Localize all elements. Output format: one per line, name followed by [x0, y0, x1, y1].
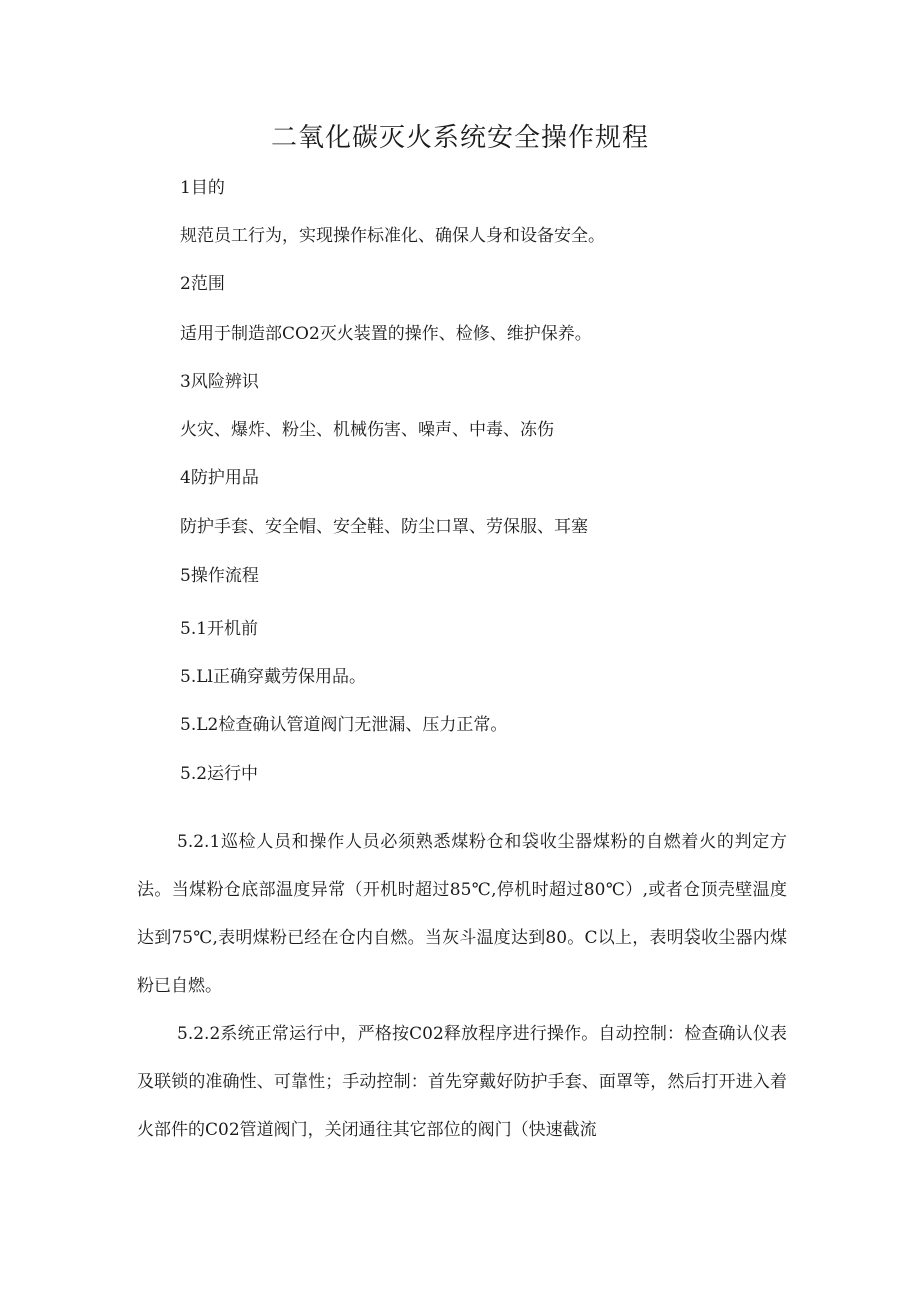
subsection-before-start: 5.1开机前	[180, 619, 259, 639]
subsection-running: 5.2运行中	[180, 764, 259, 784]
section-heading-risk: 3风险辨识	[180, 372, 259, 392]
purpose-text: 规范员工行为，实现操作标准化、确保人身和设备安全。	[180, 226, 605, 246]
section-heading-protection: 4防护用品	[180, 468, 259, 488]
item-5-1-1: 5.Ll正确穿戴劳保用品。	[180, 667, 366, 687]
section-heading-procedure: 5操作流程	[180, 566, 259, 586]
section-heading-scope: 2范围	[180, 274, 225, 294]
paragraph-5-2-2: 5.2.2系统正常运行中，严格按C02释放程序进行操作。自动控制：检查确认仪表及联锁的准确性、可靠性；手动控制：首先穿戴好防护手套、面罩等，然后打开进入着火部件的C02管道阀门，关闭通往其它部位的阀门（快速截流	[137, 1024, 787, 1140]
risk-text: 火灾、爆炸、粉尘、机械伤害、噪声、中毒、冻伤	[180, 420, 554, 440]
paragraph-5-2-1: 5.2.1巡检人员和操作人员必须熟悉煤粉仓和袋收尘器煤粉的自燃着火的判定方法。当煤粉仓底部温度异常（开机时超过85℃,停机时超过80℃）,或者仓顶壳壁温度达到75℃,表明煤粉已经在仓内自燃。当灰斗温度达到80。C以上，表明袋收尘器内煤粉已自燃。	[137, 832, 787, 996]
document-title: 二氧化碳灭火系统安全操作规程	[270, 123, 649, 153]
scope-text: 适用于制造部CO2灭火装置的操作、检修、维护保养。	[180, 324, 592, 344]
section-heading-purpose: 1目的	[180, 178, 225, 198]
item-5-1-2: 5.L2检查确认管道阀门无泄漏、压力正常。	[180, 715, 508, 735]
protection-text: 防护手套、安全帽、安全鞋、防尘口罩、劳保服、耳塞	[180, 517, 588, 537]
